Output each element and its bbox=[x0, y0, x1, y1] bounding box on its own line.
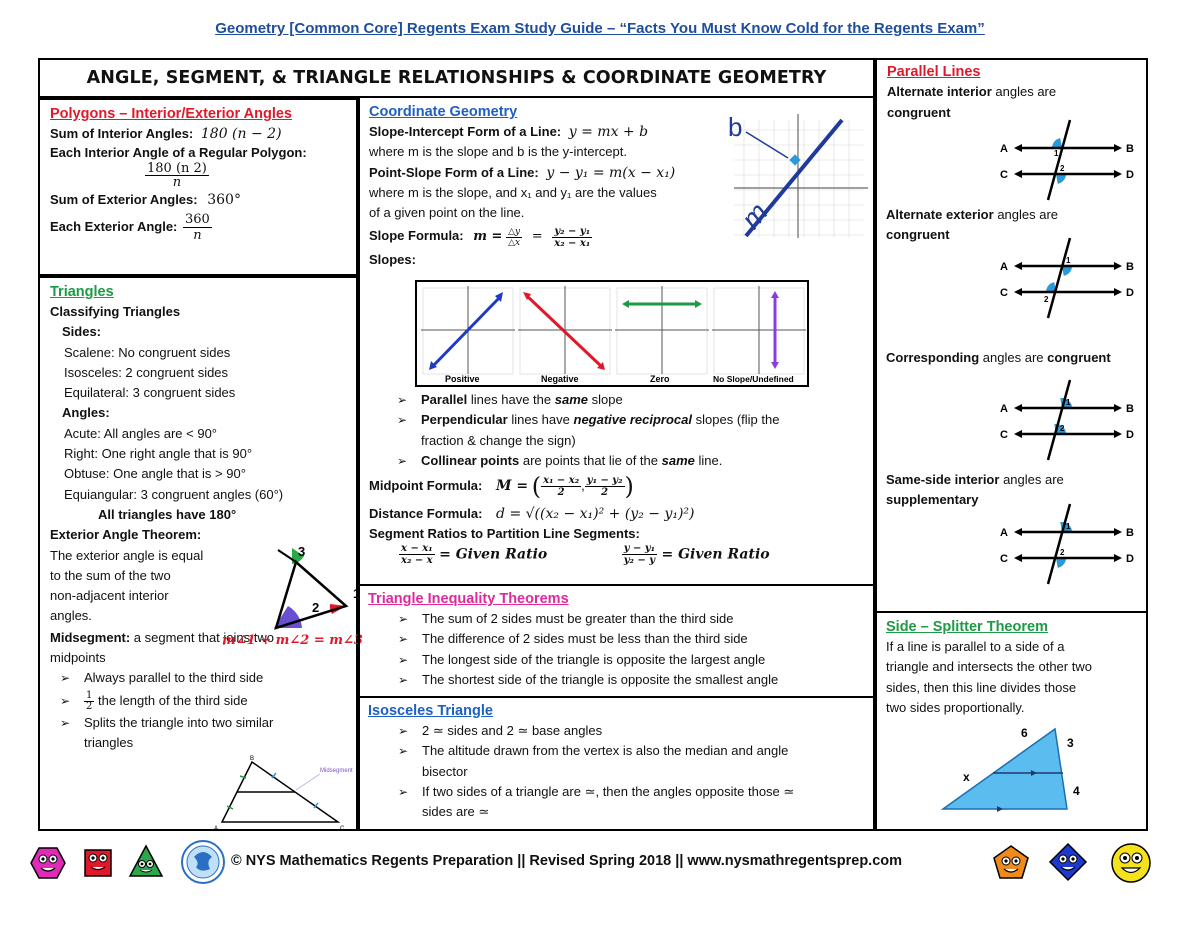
corresponding-text: Corresponding angles are congruent bbox=[886, 350, 1111, 365]
side-splitter-line-3: sides, then this line divides those bbox=[886, 679, 1077, 695]
arrow-c bbox=[1014, 170, 1022, 178]
point-slope-row: Point-Slope Form of a Line: y − y₁ = m(x − x₁) bbox=[369, 164, 676, 181]
slopes-label: Slopes: bbox=[369, 252, 416, 268]
arrow-c bbox=[1014, 554, 1022, 562]
slope-intercept-where: where m is the slope and b is the y-intercept. bbox=[369, 144, 627, 160]
transversal bbox=[1048, 120, 1070, 200]
polygons-section bbox=[38, 98, 358, 276]
arrow-d bbox=[1114, 288, 1122, 296]
label-b: B bbox=[1126, 261, 1134, 273]
ext-formula: m∠1 + m∠2 = m∠3 bbox=[222, 633, 363, 648]
label-b: B bbox=[1126, 403, 1134, 415]
point-slope-where-2: of a given point on the line. bbox=[369, 205, 525, 221]
each-exterior-row: Each Exterior Angle: $\frac{360}{n}$ bbox=[50, 211, 210, 243]
inequality-bullet-4: ➢ The shortest side of the triangle is opposite the smallest angle bbox=[388, 670, 865, 690]
label-c: C bbox=[1000, 169, 1008, 181]
sum-interior-row: Sum of Interior Angles: 180 (n − 2) bbox=[50, 126, 282, 142]
bullet-collinear: ➢ Collinear points are points that lie of the same line. bbox=[387, 451, 869, 471]
sum-interior-value: 180 (n − 2) bbox=[200, 126, 282, 142]
scalene: Scalene: No congruent sides bbox=[64, 344, 231, 360]
arrow-b bbox=[1114, 262, 1122, 270]
triangles-title: Triangles bbox=[50, 284, 114, 300]
ext-theorem-line-1: The exterior angle is equal bbox=[50, 547, 204, 563]
equiangular: Equiangular: 3 congruent angles (60°) bbox=[64, 486, 284, 502]
slopes-panel-border bbox=[416, 281, 808, 386]
inequality-bullet-3: ➢ The longest side of the triangle is opposite the largest angle bbox=[388, 650, 865, 670]
angle-label-1: 1 bbox=[1054, 149, 1059, 158]
sum-exterior-row: Sum of Exterior Angles: 360° bbox=[50, 192, 241, 209]
mid-bullet-3-cont: triangles bbox=[84, 734, 134, 750]
angle-label-2: 2 bbox=[312, 600, 320, 615]
inequality-bullets bbox=[388, 609, 865, 690]
angle-label-1: 1 bbox=[1066, 256, 1071, 265]
midpoint-row: Midpoint Formula: M = ( $\frac{\text{x₁ − x₂}}{2}$ , $\frac{\text{y₁ − y₂}}{2}$ ) bbox=[369, 472, 634, 501]
isosceles-bullets bbox=[388, 721, 865, 822]
splitter-triangle bbox=[943, 729, 1067, 809]
acute: Acute: All angles are < 90° bbox=[64, 425, 217, 441]
angle-label-2: 2 bbox=[1060, 164, 1065, 173]
coordinate-title: Coordinate Geometry bbox=[369, 104, 518, 120]
arrow-a bbox=[1014, 528, 1022, 536]
splitter-label-4: 4 bbox=[1073, 784, 1080, 798]
coordinate-section bbox=[358, 98, 875, 586]
angle-wedge-2 bbox=[1056, 174, 1066, 184]
angle-label-1: 1 bbox=[353, 586, 361, 601]
slope-formula-row: Slope Formula: m = $\frac{\triangle y}{\triangle x}$ = $\frac{\text{y₂ − y₁}}{\text{x₂ − x₁}}$ bbox=[369, 225, 591, 249]
alt-interior-text: Alternate interior angles are congruent bbox=[887, 84, 1057, 120]
arrow-a bbox=[1014, 144, 1022, 152]
label-undefined: No Slope/Undefined bbox=[713, 374, 794, 384]
arrow-c bbox=[1014, 430, 1022, 438]
label-d: D bbox=[1126, 429, 1134, 441]
arrow-c bbox=[1014, 288, 1022, 296]
label-a: A bbox=[1000, 527, 1008, 539]
bullet-parallel: ➢ Parallel lines have the same slope bbox=[387, 390, 869, 410]
side-splitter-line-1: If a line is parallel to a side of a bbox=[886, 639, 1065, 654]
arrow-d bbox=[1114, 430, 1122, 438]
isosceles-title: Isosceles Triangle bbox=[368, 703, 493, 719]
arrow-a bbox=[1014, 404, 1022, 412]
midsegment-row: Midsegment: a segment that joins two bbox=[50, 629, 274, 645]
blue-diamond-mascot-icon bbox=[1048, 842, 1088, 882]
ext-theorem-line-2: to the sum of the two bbox=[50, 567, 171, 583]
midsegment-bullets bbox=[50, 668, 346, 733]
equilateral: Equilateral: 3 congruent sides bbox=[64, 385, 236, 401]
all-180: All triangles have 180° bbox=[98, 506, 237, 522]
side-splitter-title: Side – Splitter Theorem bbox=[886, 619, 1048, 635]
angle-label-3: 3 bbox=[298, 544, 306, 559]
footer bbox=[0, 838, 1200, 898]
isosceles-bullet-2: ➢ The altitude drawn from the vertex is also the median and angle bisector bbox=[388, 741, 865, 782]
bullet-perpendicular: ➢ Perpendicular lines have negative reciprocal slopes (flip the fraction & change the sign) bbox=[387, 410, 869, 451]
footer-text: © NYS Mathematics Regents Preparation || Revised Spring 2018 || www.nysmathregentsprep.com bbox=[231, 853, 903, 869]
arrow-d bbox=[1114, 554, 1122, 562]
same-side-text: Same-side interior angles are supplementary bbox=[886, 472, 1064, 508]
slope-bullets bbox=[387, 390, 869, 471]
exterior-angle-diagram bbox=[240, 536, 361, 636]
same-side-diagram bbox=[1000, 502, 1145, 586]
inequality-bullet-2: ➢ The difference of 2 sides must be less than the third side bbox=[388, 629, 865, 649]
label-c: C bbox=[1000, 553, 1008, 565]
green-triangle-mascot-icon bbox=[128, 844, 164, 878]
nys-logo-icon bbox=[180, 839, 226, 885]
callout-line bbox=[296, 774, 320, 790]
angle-wedge-1 bbox=[1062, 266, 1072, 276]
inequality-section bbox=[358, 586, 875, 698]
slopes-panel bbox=[415, 280, 810, 388]
sum-exterior-value: 360° bbox=[207, 192, 241, 209]
label-b: b bbox=[728, 112, 743, 142]
corresponding-diagram bbox=[1000, 378, 1145, 462]
label-a: A bbox=[1000, 403, 1008, 415]
slope-intercept-graph bbox=[724, 110, 870, 240]
coordinate-lower bbox=[369, 390, 869, 566]
arrow-b bbox=[1114, 144, 1122, 152]
midsegment-diagram bbox=[210, 754, 360, 832]
parallel-title: Parallel Lines bbox=[887, 64, 981, 80]
point-slope-where: where m is the slope, and x₁ and y₁ are the values bbox=[369, 184, 657, 200]
alt-interior-diagram bbox=[1000, 118, 1145, 202]
ext-theorem-title: Exterior Angle Theorem: bbox=[50, 527, 202, 543]
transversal bbox=[1048, 504, 1070, 584]
ratio-label: Segment Ratios to Partition Line Segments: bbox=[369, 525, 640, 541]
side-splitter-section bbox=[875, 613, 1148, 831]
angle-label-1: 1 bbox=[1066, 398, 1071, 407]
inequality-bullet-1: ➢ The sum of 2 sides must be greater than the third side bbox=[388, 609, 865, 629]
label-positive: Positive bbox=[445, 374, 480, 384]
inequality-title: Triangle Inequality Theorems bbox=[368, 591, 569, 607]
ext-theorem-line-3: non-adjacent interior bbox=[50, 588, 169, 604]
pink-hexagon-mascot-icon bbox=[30, 846, 66, 880]
label-b: B bbox=[1126, 143, 1134, 155]
label-d: D bbox=[1126, 169, 1134, 181]
isosceles-section bbox=[358, 698, 875, 831]
angles-label: Angles: bbox=[62, 405, 110, 421]
angle-wedge-1 bbox=[1052, 138, 1062, 148]
arrow-b bbox=[1114, 528, 1122, 536]
obtuse: Obtuse: One angle that is > 90° bbox=[64, 466, 246, 482]
transversal bbox=[1048, 238, 1070, 318]
angle-label-2: 2 bbox=[1060, 424, 1065, 433]
label-c: C bbox=[1000, 287, 1008, 299]
alt-exterior-diagram bbox=[1000, 236, 1145, 320]
side-splitter-line-4: two sides proportionally. bbox=[886, 699, 1025, 715]
right: Right: One right angle that is 90° bbox=[64, 446, 253, 462]
ext-theorem-line-4: angles. bbox=[50, 608, 92, 624]
angle-wedge-2 bbox=[1056, 558, 1066, 568]
ratio-row: $\frac{\text{x − x₁}}{\text{x₂ − x}}$ = Given Ratio $\frac{\text{y − y₁}}{\text{y₂ − y}}$ = Given Ratio bbox=[401, 542, 770, 566]
splitter-label-6: 6 bbox=[1021, 726, 1028, 740]
splitter-label-x: x bbox=[963, 770, 970, 784]
arrow-d bbox=[1114, 170, 1122, 178]
midsegment-callout: Midsegment bbox=[320, 768, 353, 774]
yellow-circle-mascot-icon bbox=[1110, 842, 1152, 884]
side-splitter-diagram bbox=[935, 725, 1095, 821]
main-heading: ANGLE, SEGMENT, & TRIANGLE RELATIONSHIPS & COORDINATE GEOMETRY bbox=[86, 68, 827, 88]
label-negative: Negative bbox=[541, 374, 579, 384]
midsegment-line-2: midpoints bbox=[50, 650, 106, 666]
sides-label: Sides: bbox=[62, 324, 102, 340]
mid-bullet-1: ➢ Always parallel to the third side bbox=[50, 668, 346, 688]
triangles-section bbox=[38, 276, 363, 832]
red-square-mascot-icon bbox=[82, 844, 114, 878]
classifying-triangles: Classifying Triangles bbox=[50, 304, 181, 319]
label-d: D bbox=[1126, 553, 1134, 565]
transversal bbox=[1048, 380, 1070, 460]
side-splitter-line-2: triangle and intersects the other two bbox=[886, 659, 1092, 675]
angle-label-1: 1 bbox=[1066, 522, 1071, 531]
label-m: m bbox=[735, 196, 774, 235]
label-c: C bbox=[1000, 429, 1008, 441]
arrow-b bbox=[1114, 404, 1122, 412]
main-heading-box bbox=[38, 58, 875, 98]
angle-label-2: 2 bbox=[1044, 295, 1049, 304]
isosceles-bullet-3: ➢ If two sides of a triangle are ≃, then the angles opposite those ≃ sides are ≃ bbox=[388, 782, 865, 823]
label-d: D bbox=[1126, 287, 1134, 299]
splitter-label-3: 3 bbox=[1067, 736, 1074, 750]
mid-bullet-2: ➢ $\frac{1}{2}$ the length of the third side bbox=[50, 689, 346, 713]
vertex-a: A bbox=[214, 826, 219, 832]
label-a: A bbox=[1000, 261, 1008, 273]
label-a: A bbox=[1000, 143, 1008, 155]
mid-bullet-3: ➢ Splits the triangle into two similar bbox=[50, 713, 346, 733]
label-b: B bbox=[1126, 527, 1134, 539]
polygons-title: Polygons – Interior/Exterior Angles bbox=[50, 106, 292, 122]
arrow-a bbox=[1014, 262, 1022, 270]
isosceles-bullet-1: ➢ 2 ≃ sides and 2 ≃ base angles bbox=[388, 721, 865, 741]
vertex-b: B bbox=[250, 756, 255, 762]
orange-pentagon-mascot-icon bbox=[992, 844, 1030, 880]
vertex-c: C bbox=[340, 826, 345, 832]
distance-row: Distance Formula: d = √((x₂ − x₁)² + (y₂ − y₁)²) bbox=[369, 505, 695, 522]
each-interior-fraction: $\frac{180 (n 2)}{n}$ bbox=[147, 161, 207, 191]
slope-intercept-row: Slope-Intercept Form of a Line: y = mx + b bbox=[369, 124, 649, 140]
study-guide-title: Geometry [Common Core] Regents Exam Study Guide – “Facts You Must Know Cold for the Regents Exam” bbox=[215, 20, 985, 37]
angle-label-2: 2 bbox=[1060, 548, 1065, 557]
isosceles: Isosceles: 2 congruent sides bbox=[64, 364, 229, 380]
y-intercept-marker bbox=[789, 154, 800, 165]
each-interior-label: Each Interior Angle of a Regular Polygon: bbox=[50, 145, 307, 161]
label-zero: Zero bbox=[650, 374, 670, 384]
alt-exterior-text: Alternate exterior angles are congruent bbox=[886, 207, 1059, 243]
